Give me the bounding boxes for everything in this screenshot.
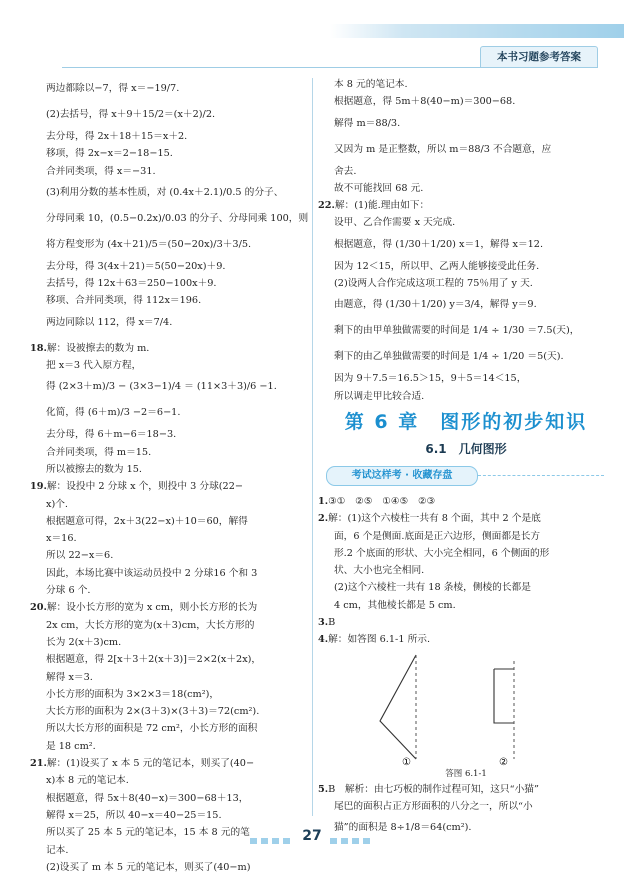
text-line xyxy=(30,128,280,145)
text-line xyxy=(30,651,280,668)
line-text: 合并同类项，得 x＝−31. xyxy=(46,165,156,177)
line-text: 尾巴的面积占正方形面积的八分之一，所以“小 xyxy=(334,800,533,812)
line-text: 移项，得 2x−x＝2−18−15. xyxy=(46,148,173,160)
line-text: (2)去括号，得 x＋9＋15/2＝(x＋2)/2. xyxy=(46,109,216,120)
text-line xyxy=(30,310,280,336)
banner-dashed-line xyxy=(478,475,604,476)
line-text: 解：设小长方形的宽为 x cm，则小长方形的长为 xyxy=(46,602,258,614)
text-line xyxy=(318,579,614,596)
text-line xyxy=(30,478,280,495)
line-text: 得 (2×3＋m)/3 − (3×3−1)/4 ＝ (11×3＋3)/6 −1. xyxy=(46,381,277,393)
figure-shape-1 xyxy=(380,655,416,759)
line-text: 根据题意，得 5x＋8(40−x)＝300−68＋13， xyxy=(46,792,249,804)
question-number: 1. xyxy=(318,495,329,507)
text-line xyxy=(30,145,280,162)
text-line xyxy=(318,163,614,180)
line-text: 解：设投中 2 分球 x 个，则投中 3 分球(22− xyxy=(46,481,243,493)
text-line xyxy=(318,562,614,579)
line-text: 因为 12＜15，所以甲、乙两人能够接受此任务. xyxy=(334,260,540,272)
line-text: 两边都除以−7，得 x＝−19/7. xyxy=(46,83,180,94)
text-line xyxy=(318,93,614,110)
line-text: 剩下的由甲单独做需要的时间是 1/4 ÷ 1/30 ＝7.5(天)， xyxy=(334,325,580,337)
text-line xyxy=(318,597,614,614)
line-text: 合并同类项，得 m＝15. xyxy=(46,446,152,458)
text-line xyxy=(30,772,280,789)
text-line xyxy=(30,807,280,824)
line-text: ③① ②⑤ ①④⑤ ②③ xyxy=(328,495,436,507)
line-text: 化简，得 (6＋m)/3 −2＝6−1. xyxy=(46,407,181,419)
line-text: 所以调走甲比较合适. xyxy=(334,390,425,402)
text-line xyxy=(318,214,614,231)
text-line xyxy=(30,180,284,206)
text-line xyxy=(318,318,614,344)
line-text: 状、大小也完全相同. xyxy=(334,565,425,577)
right-column-answers xyxy=(318,493,614,649)
figure-caption: 答图 6.1-1 xyxy=(445,768,487,779)
line-text: 大长方形的面积为 2×(3＋3)×(3＋3)＝72(cm²). xyxy=(46,706,260,718)
text-line xyxy=(30,496,280,513)
line-text: (2)设买了 m 本 5 元的笔记本，则买了(40−m) xyxy=(46,861,251,873)
text-line xyxy=(318,388,614,405)
text-line xyxy=(318,76,614,93)
line-text: 所以被擦去的数为 15. xyxy=(46,463,142,475)
header-rule xyxy=(62,67,598,68)
text-line xyxy=(318,614,614,631)
text-line xyxy=(30,513,280,530)
text-line xyxy=(30,634,280,651)
text-line xyxy=(30,720,280,737)
text-line xyxy=(30,565,280,582)
question-number: 21. xyxy=(30,758,47,770)
line-text: 两边同除以 112，得 x＝7/4. xyxy=(46,316,173,328)
chapter-title: 第 6 章 图形的初步知识 xyxy=(344,410,588,433)
footer-decoration-left xyxy=(250,838,290,844)
question-number: 4. xyxy=(318,634,329,646)
figure-label-1: ① xyxy=(402,756,411,767)
text-line xyxy=(30,617,280,634)
header-tab: 本书习题参考答案 xyxy=(480,46,598,68)
text-line xyxy=(30,444,280,461)
line-text: 根据题意，得 2[x＋3＋2(x＋3)]＝2×2(x＋2x)， xyxy=(46,654,262,666)
text-line xyxy=(30,206,309,232)
text-line xyxy=(30,258,280,275)
line-text: 解得 m＝88/3. xyxy=(334,117,401,129)
figure-label-2: ② xyxy=(499,756,508,767)
question-number: 18. xyxy=(30,342,47,354)
line-text: 猫”的面积是 8÷1/8＝64(cm²). xyxy=(334,822,472,834)
text-line xyxy=(30,859,280,876)
text-line xyxy=(30,426,280,443)
line-text: 又因为 m 是正整数，所以 m＝88/3 不合题意，应 xyxy=(334,143,552,155)
text-line xyxy=(30,163,280,180)
text-line xyxy=(30,790,280,807)
page-number: 27 xyxy=(302,828,322,844)
right-column xyxy=(318,76,614,841)
line-text: x)本 8 元的笔记本. xyxy=(46,775,129,787)
line-text: 4 cm，其他棱长都是 5 cm. xyxy=(334,599,456,611)
line-text: 分母同乘 10，(0.5−0.2x)/0.03 的分子、分母同乘 100，则 xyxy=(46,212,309,224)
text-line xyxy=(318,510,614,527)
line-text: 解得 x＝25，所以 40−x＝40−25＝15. xyxy=(46,809,222,821)
question-number: 5. xyxy=(318,783,329,795)
line-text: (2)设两人合作完成这项工程的 75％用了 y 天. xyxy=(334,278,533,290)
line-text: 分球 6 个. xyxy=(46,585,91,597)
line-text: 本 8 元的笔记本. xyxy=(334,79,408,90)
text-line xyxy=(30,599,280,616)
text-line xyxy=(30,686,280,703)
text-line xyxy=(318,798,614,815)
figure-svg xyxy=(318,649,614,767)
line-text: 2x cm，大长方形的宽为(x＋3)cm，大长方形的 xyxy=(46,619,255,631)
exam-banner xyxy=(318,463,614,489)
text-line xyxy=(30,292,280,309)
line-text: 去括号，得 12x＋63＝250−100x＋9. xyxy=(46,278,217,290)
text-line xyxy=(30,703,280,720)
line-text: (3)利用分数的基本性质，对 (0.4x＋2.1)/0.5 的分子、 xyxy=(46,186,284,198)
text-line xyxy=(30,824,280,841)
line-text: (2)这个六棱柱一共有 18 条棱，侧棱的长都是 xyxy=(334,582,531,594)
line-text: 去分母，得 6＋m−6＝18−3. xyxy=(46,429,177,441)
line-text: 记本. xyxy=(46,844,69,856)
exam-banner-label: 考试这样考 · 收藏存盘 xyxy=(326,466,478,486)
line-text: 小长方形的面积为 3×2×3＝18(cm²)， xyxy=(46,688,220,700)
text-line xyxy=(318,111,614,137)
line-text: 所以 22−x＝6. xyxy=(46,550,114,562)
line-text: 根据题意，得 5m＋8(40−m)＝300−68. xyxy=(334,96,516,108)
right-column-top xyxy=(318,76,614,405)
line-text: 去分母，得 2x＋18＋15＝x＋2. xyxy=(46,131,188,142)
line-text: 解：设被擦去的数为 m. xyxy=(46,342,150,354)
text-line xyxy=(30,357,280,374)
figure-shape-2 xyxy=(494,669,514,723)
text-line xyxy=(30,738,280,755)
answer-figure xyxy=(318,649,614,767)
line-text: 形.2 个底面的形状、大小完全相同，6 个侧面的形 xyxy=(334,547,550,559)
footer-decoration-right xyxy=(330,838,370,844)
line-text: 剩下的由乙单独做需要的时间是 1/4 ÷ 1/20 ＝5(天). xyxy=(334,351,564,363)
text-line xyxy=(318,545,614,562)
line-text: 解：(1)这个六棱柱一共有 8 个面，其中 2 个是底 xyxy=(328,513,541,525)
text-line xyxy=(318,631,614,648)
line-text: 由题意，得 (1/30＋1/20) y＝3/4，解得 y＝9. xyxy=(334,299,537,311)
text-line xyxy=(318,180,614,197)
question-number: 22. xyxy=(318,200,335,212)
text-line xyxy=(318,197,614,214)
question-number: 3. xyxy=(318,617,329,629)
line-text: x＝16. xyxy=(46,533,77,545)
line-text: 设甲、乙合作需要 x 天完成. xyxy=(334,217,456,229)
question-number: 2. xyxy=(318,513,329,525)
text-line xyxy=(318,781,614,798)
line-text: 解：(1)能.理由如下： xyxy=(334,200,430,212)
line-text: 解：如答图 6.1-1 所示. xyxy=(328,634,431,646)
text-line xyxy=(30,547,280,564)
text-line xyxy=(318,344,614,370)
line-text: 面，6 个是侧面.底面是正六边形，侧面都是长方 xyxy=(334,530,541,542)
line-text: B xyxy=(328,617,336,629)
question-number: 20. xyxy=(30,602,47,614)
line-text: 根据题意，得 (1/30＋1/20) x＝1，解得 x＝12. xyxy=(334,238,544,250)
line-text: 移项、合并同类项，得 112x＝196. xyxy=(46,295,202,307)
line-text: B 解析：由七巧板的制作过程可知，这只“小猫” xyxy=(328,783,539,795)
text-line xyxy=(30,340,280,357)
right-column-end xyxy=(318,781,614,842)
text-line xyxy=(30,530,280,547)
text-line xyxy=(30,755,280,772)
line-text: 解得 x＝3. xyxy=(46,671,93,683)
text-line xyxy=(30,102,280,128)
line-text: 舍去. xyxy=(334,165,357,177)
text-line xyxy=(30,582,280,599)
line-text: 所以大长方形的面积是 72 cm²，小长方形的面积 xyxy=(46,723,258,735)
text-line xyxy=(318,258,614,275)
line-text: 因此，本场比赛中该运动员投中 2 分球16 个和 3 xyxy=(46,567,258,579)
column-divider xyxy=(312,78,313,816)
line-text: 将方程变形为 (4x＋21)/5＝(50−20x)/3＋3/5. xyxy=(46,238,252,250)
line-text: 解：(1)设买了 x 本 5 元的笔记本，则买了(40− xyxy=(46,758,255,770)
line-text: 把 x＝3 代入原方程， xyxy=(46,360,142,372)
text-line xyxy=(318,275,614,292)
line-text: 故不可能找回 68 元. xyxy=(334,182,424,194)
text-line xyxy=(30,400,280,426)
text-line xyxy=(30,275,280,292)
text-line xyxy=(30,669,280,686)
line-text: 去分母，得 3(4x＋21)＝5(50−20x)＋9. xyxy=(46,260,226,272)
line-text: 是 18 cm². xyxy=(46,740,96,752)
text-line xyxy=(318,493,614,510)
text-line xyxy=(30,374,280,400)
section-title: 6.1 几何图形 xyxy=(425,441,507,456)
line-text: x)个. xyxy=(46,498,69,510)
text-line xyxy=(318,292,614,318)
text-line xyxy=(318,370,614,387)
text-line xyxy=(30,461,280,478)
question-number: 19. xyxy=(30,481,47,493)
text-line xyxy=(318,232,614,258)
header-band xyxy=(330,24,624,38)
line-text: 长为 2(x＋3)cm. xyxy=(46,636,122,648)
text-line xyxy=(318,528,614,545)
text-line xyxy=(318,137,614,163)
line-text: 因为 9＋7.5＝16.5＞15，9＋5＝14＜15， xyxy=(334,373,527,385)
text-line xyxy=(30,76,280,102)
line-text: 根据题意可得，2x＋3(22−x)＋10＝60，解得 xyxy=(46,515,248,527)
left-column xyxy=(30,76,309,876)
text-line xyxy=(30,842,280,859)
line-text: 所以买了 25 本 5 元的笔记本，15 本 8 元的笔 xyxy=(46,827,250,839)
text-line xyxy=(30,232,280,258)
